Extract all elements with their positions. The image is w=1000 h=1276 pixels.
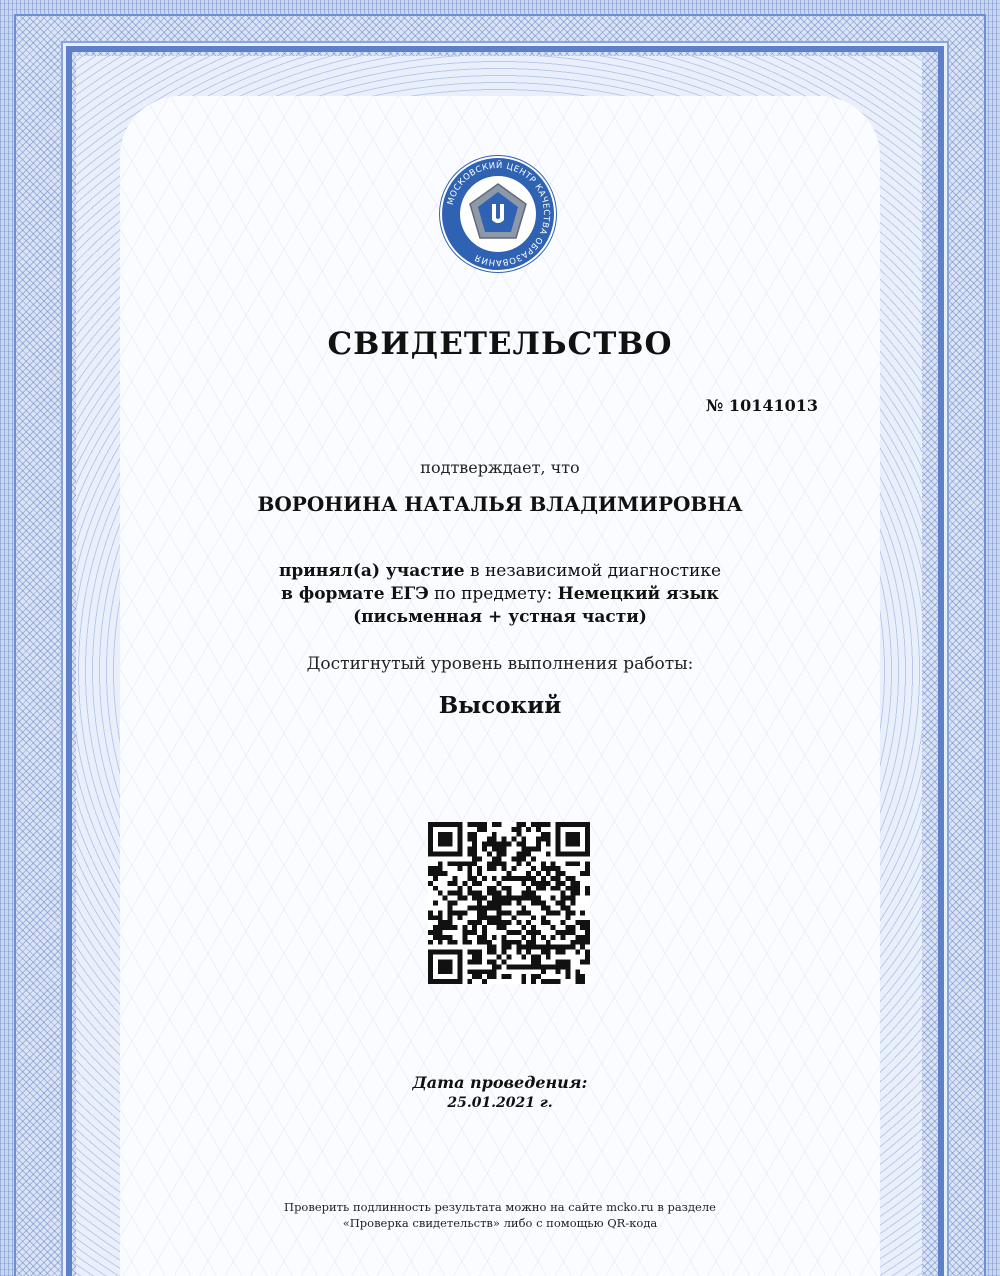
format-regular: по предмету: [428, 584, 558, 604]
level-label: Достигнутый уровень выполнения работы: [306, 654, 694, 674]
qr-finder-pattern [428, 822, 462, 856]
date-value: 25.01.2021 г. [447, 1095, 553, 1111]
subject-name: Немецкий язык [557, 584, 719, 604]
certificate-number: № 10141013 [705, 396, 818, 415]
participation-regular: в независимой диагностике [464, 561, 722, 581]
date-label: Дата проведения: [412, 1073, 588, 1092]
achievement-level: Высокий [438, 692, 562, 719]
participation-bold: принял(а) участие [278, 561, 465, 581]
subject-detail: (письменная + устная части) [353, 607, 647, 627]
recipient-name: ВОРОНИНА НАТАЛЬЯ ВЛАДИМИРОВНА [257, 492, 743, 516]
format-bold: в формате ЕГЭ [281, 584, 429, 604]
qr-finder-pattern [556, 822, 590, 856]
qr-code-icon[interactable] [428, 822, 590, 984]
verification-line-2: «Проверка свидетельств» либо с помощью QR-кода [342, 1216, 658, 1230]
verification-line-1: Проверить подлинность результата можно на сайте mcko.ru в разделе [284, 1200, 716, 1214]
verification-note [0, 1199, 1000, 1231]
confirms-text: подтверждает, что [420, 458, 580, 477]
mcko-emblem-icon [440, 156, 556, 272]
logo-ring-text: МОСКОВСКИЙ ЦЕНТР КАЧЕСТВА ОБРАЗОВАНИЯ [445, 160, 552, 268]
qr-finder-pattern [428, 950, 462, 984]
participation-statement [0, 560, 1000, 629]
certificate-title: СВИДЕТЕЛЬСТВО [327, 326, 673, 362]
